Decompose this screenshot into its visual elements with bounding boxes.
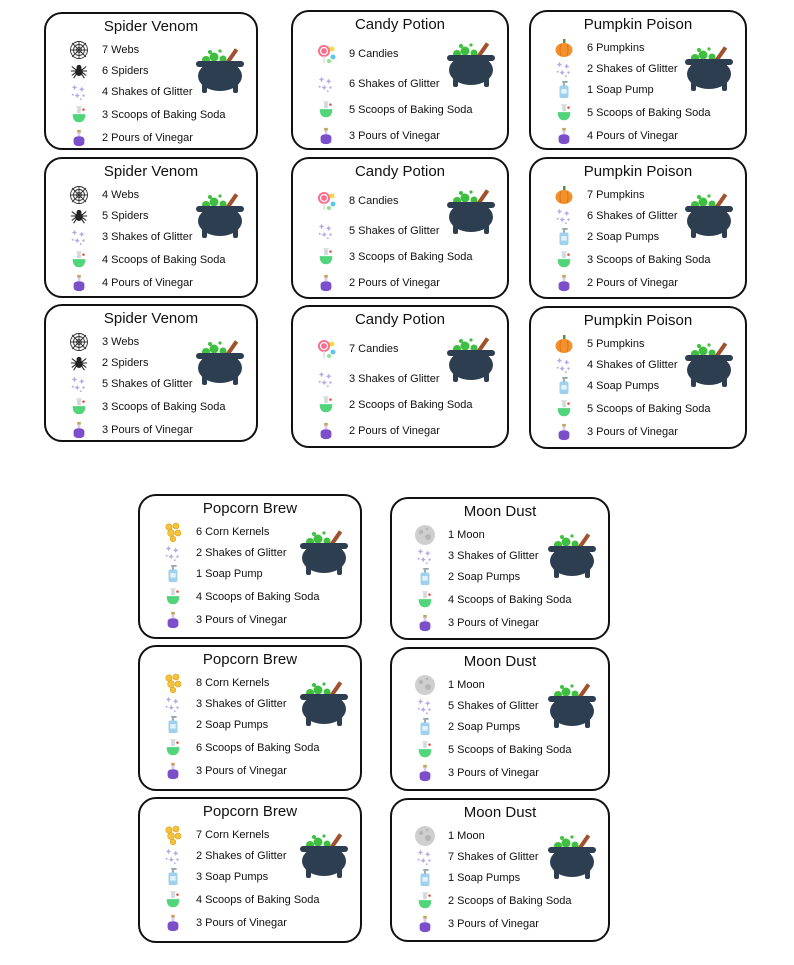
recipe-card-candy (291, 10, 509, 150)
corn-kernels-icon (162, 522, 184, 542)
glitter-icon (414, 546, 436, 566)
baking-soda-flask-icon (315, 395, 337, 415)
pumpkin-icon (553, 185, 575, 205)
ingredient-row (68, 397, 226, 417)
ingredient-label: 2 Shakes of Glitter (196, 850, 287, 862)
cauldron-icon (546, 533, 598, 579)
baking-soda-flask-icon (553, 250, 575, 270)
ingredient-label: 7 Pumpkins (587, 189, 645, 201)
ingredient-label: 3 Shakes of Glitter (196, 698, 287, 710)
ingredient-row (315, 221, 440, 241)
glitter-icon (162, 543, 184, 563)
ingredient-label: 3 Pours of Vinegar (587, 426, 678, 438)
ingredient-row (414, 826, 485, 846)
ingredient-row (315, 421, 440, 441)
ingredient-row (68, 206, 148, 226)
ingredient-row (315, 126, 440, 146)
ingredient-label: 3 Pours of Vinegar (102, 424, 193, 436)
glitter-icon (68, 82, 90, 102)
ingredient-label: 3 Soap Pumps (196, 871, 269, 883)
ingredient-label: 5 Scoops of Baking Soda (349, 104, 473, 116)
ingredient-row (315, 44, 399, 64)
ingredient-label: 3 Pours of Vinegar (448, 918, 539, 930)
ingredient-row (315, 273, 440, 293)
vinegar-potion-icon (414, 914, 436, 934)
spider-icon (68, 353, 90, 373)
recipe-card-spider (44, 304, 258, 442)
ingredient-label: 5 Shakes of Glitter (102, 378, 193, 390)
candy-icon (315, 44, 337, 64)
ingredient-row (68, 332, 139, 352)
glitter-icon (553, 59, 575, 79)
recipe-card-popcorn (138, 494, 362, 639)
ingredient-row (162, 564, 263, 584)
ingredient-row (315, 339, 399, 359)
cauldron-icon (194, 48, 246, 94)
ingredient-row (68, 40, 139, 60)
ingredient-label: 3 Scoops of Baking Soda (102, 109, 226, 121)
glitter-icon (68, 374, 90, 394)
ingredient-row (414, 763, 539, 783)
soap-pump-icon (414, 868, 436, 888)
ingredient-label: 8 Corn Kernels (196, 677, 270, 689)
ingredient-label: 4 Pours of Vinegar (587, 130, 678, 142)
baking-soda-flask-icon (68, 397, 90, 417)
ingredient-label: 2 Soap Pumps (196, 719, 269, 731)
glitter-icon (162, 846, 184, 866)
ingredient-label: 4 Shakes of Glitter (102, 86, 193, 98)
ingredient-row (162, 522, 269, 542)
ingredient-row (414, 868, 520, 888)
glitter-icon (553, 355, 575, 375)
ingredient-row (553, 355, 678, 375)
vinegar-potion-icon (162, 761, 184, 781)
ingredient-row (68, 128, 193, 148)
ingredient-label: 6 Spiders (102, 65, 149, 77)
recipe-card-popcorn (138, 797, 362, 943)
ingredient-label: 4 Shakes of Glitter (587, 359, 678, 371)
ingredient-label: 2 Scoops of Baking Soda (448, 895, 572, 907)
soap-pump-icon (162, 715, 184, 735)
ingredient-label: 3 Pours of Vinegar (196, 917, 287, 929)
baking-soda-flask-icon (162, 890, 184, 910)
ingredient-label: 1 Moon (448, 529, 485, 541)
ingredient-row (414, 847, 539, 867)
ingredient-label: 3 Pours of Vinegar (448, 617, 539, 629)
recipe-card-candy (291, 157, 509, 299)
glitter-icon (553, 206, 575, 226)
ingredient-row (553, 334, 644, 354)
vinegar-potion-icon (162, 913, 184, 933)
glitter-icon (315, 74, 337, 94)
baking-soda-flask-icon (553, 103, 575, 123)
baking-soda-flask-icon (162, 587, 184, 607)
baking-soda-flask-icon (414, 590, 436, 610)
ingredient-row (68, 61, 148, 81)
ingredient-row (68, 105, 226, 125)
ingredient-label: 2 Soap Pumps (448, 721, 521, 733)
soap-pump-icon (162, 867, 184, 887)
vinegar-potion-icon (68, 273, 90, 293)
ingredient-label: 5 Scoops of Baking Soda (587, 107, 711, 119)
ingredient-label: 3 Shakes of Glitter (349, 373, 440, 385)
recipe-card-moon (390, 647, 610, 791)
ingredient-row (162, 738, 320, 758)
recipe-card-candy (291, 305, 509, 448)
vinegar-potion-icon (553, 126, 575, 146)
recipe-card-spider (44, 157, 258, 298)
ingredient-label: 4 Scoops of Baking Soda (196, 591, 320, 603)
card-title: Moon Dust (463, 804, 537, 821)
recipe-card-popcorn (138, 645, 362, 791)
ingredient-label: 3 Scoops of Baking Soda (587, 254, 711, 266)
cauldron-icon (298, 530, 350, 576)
ingredient-row (553, 206, 678, 226)
ingredient-label: 7 Candies (349, 343, 399, 355)
ingredient-row (162, 715, 268, 735)
ingredient-row (162, 694, 287, 714)
ingredient-row (553, 185, 644, 205)
card-title: Spider Venom (103, 310, 199, 327)
ingredient-label: 3 Pours of Vinegar (196, 765, 287, 777)
ingredient-row (68, 227, 193, 247)
ingredient-row (553, 250, 711, 270)
ingredient-row (162, 610, 287, 630)
card-title: Candy Potion (354, 163, 446, 180)
cauldron-icon (683, 193, 735, 239)
recipe-card-moon (390, 798, 610, 942)
ingredient-label: 5 Pumpkins (587, 338, 645, 350)
ingredient-row (315, 247, 473, 267)
ingredient-label: 2 Pours of Vinegar (349, 277, 440, 289)
card-title: Popcorn Brew (202, 500, 298, 517)
ingredient-row (553, 422, 678, 442)
vinegar-potion-icon (414, 613, 436, 633)
ingredient-row (414, 613, 539, 633)
ingredient-label: 7 Shakes of Glitter (448, 851, 539, 863)
cauldron-icon (546, 683, 598, 729)
spider-web-icon (68, 185, 90, 205)
glitter-icon (68, 227, 90, 247)
recipe-card-spider (44, 12, 258, 150)
ingredient-label: 5 Spiders (102, 210, 149, 222)
spider-web-icon (68, 332, 90, 352)
ingredient-label: 6 Scoops of Baking Soda (196, 742, 320, 754)
ingredient-label: 4 Scoops of Baking Soda (196, 894, 320, 906)
soap-pump-icon (414, 717, 436, 737)
ingredient-row (315, 395, 473, 415)
cauldron-icon (298, 681, 350, 727)
ingredient-label: 8 Candies (349, 195, 399, 207)
ingredient-row (553, 80, 654, 100)
ingredient-label: 5 Scoops of Baking Soda (587, 403, 711, 415)
ingredient-row (553, 376, 659, 396)
baking-soda-flask-icon (315, 247, 337, 267)
ingredient-label: 3 Shakes of Glitter (102, 231, 193, 243)
baking-soda-flask-icon (553, 399, 575, 419)
card-title: Popcorn Brew (202, 651, 298, 668)
ingredient-row (162, 761, 287, 781)
ingredient-label: 9 Candies (349, 48, 399, 60)
corn-kernels-icon (162, 673, 184, 693)
baking-soda-flask-icon (162, 738, 184, 758)
corn-kernels-icon (162, 825, 184, 845)
ingredient-label: 4 Webs (102, 189, 140, 201)
ingredient-row (553, 126, 678, 146)
card-title: Candy Potion (354, 16, 446, 33)
moon-icon (414, 525, 436, 545)
ingredient-row (315, 74, 440, 94)
ingredient-label: 6 Shakes of Glitter (587, 210, 678, 222)
ingredient-row (414, 546, 539, 566)
ingredient-label: 1 Soap Pump (196, 568, 263, 580)
ingredient-label: 2 Soap Pumps (587, 231, 660, 243)
moon-icon (414, 675, 436, 695)
vinegar-potion-icon (315, 273, 337, 293)
ingredient-row (162, 673, 269, 693)
ingredient-row (68, 353, 148, 373)
ingredient-label: 1 Soap Pump (587, 84, 654, 96)
soap-pump-icon (553, 227, 575, 247)
card-title: Moon Dust (463, 503, 537, 520)
card-title: Moon Dust (463, 653, 537, 670)
ingredient-label: 2 Pours of Vinegar (349, 425, 440, 437)
ingredient-row (414, 590, 572, 610)
ingredient-row (68, 273, 193, 293)
ingredient-label: 5 Scoops of Baking Soda (448, 744, 572, 756)
baking-soda-flask-icon (414, 740, 436, 760)
ingredient-row (553, 38, 644, 58)
vinegar-potion-icon (315, 421, 337, 441)
glitter-icon (414, 696, 436, 716)
ingredient-label: 2 Soap Pumps (448, 571, 521, 583)
ingredient-label: 2 Shakes of Glitter (196, 547, 287, 559)
ingredient-row (68, 420, 193, 440)
baking-soda-flask-icon (315, 100, 337, 120)
ingredient-row (553, 103, 711, 123)
ingredient-row (68, 374, 193, 394)
ingredient-label: 2 Spiders (102, 357, 149, 369)
card-title: Pumpkin Poison (583, 16, 693, 33)
ingredient-label: 4 Scoops of Baking Soda (448, 594, 572, 606)
cauldron-icon (445, 337, 497, 383)
ingredient-row (315, 100, 473, 120)
recipe-card-pumpkin (529, 10, 747, 150)
vinegar-potion-icon (315, 126, 337, 146)
ingredient-row (414, 675, 485, 695)
ingredient-label: 1 Moon (448, 679, 485, 691)
ingredient-label: 6 Corn Kernels (196, 526, 270, 538)
glitter-icon (414, 847, 436, 867)
ingredient-row (553, 227, 659, 247)
ingredient-label: 2 Pours of Vinegar (587, 277, 678, 289)
ingredient-row (315, 369, 440, 389)
ingredient-label: 2 Shakes of Glitter (587, 63, 678, 75)
card-title: Pumpkin Poison (583, 163, 693, 180)
vinegar-potion-icon (414, 763, 436, 783)
vinegar-potion-icon (68, 128, 90, 148)
ingredient-label: 3 Pours of Vinegar (196, 614, 287, 626)
soap-pump-icon (414, 567, 436, 587)
ingredient-row (68, 185, 139, 205)
ingredient-row (162, 890, 320, 910)
ingredient-row (162, 543, 287, 563)
vinegar-potion-icon (162, 610, 184, 630)
glitter-icon (162, 694, 184, 714)
ingredient-label: 5 Shakes of Glitter (349, 225, 440, 237)
ingredient-row (315, 191, 399, 211)
vinegar-potion-icon (553, 422, 575, 442)
ingredient-row (162, 913, 287, 933)
ingredient-label: 1 Moon (448, 830, 485, 842)
ingredient-row (414, 696, 539, 716)
ingredient-label: 7 Webs (102, 44, 140, 56)
cauldron-icon (445, 42, 497, 88)
pumpkin-icon (553, 38, 575, 58)
cauldron-icon (194, 340, 246, 386)
soap-pump-icon (553, 376, 575, 396)
ingredient-row (68, 82, 193, 102)
ingredient-label: 4 Soap Pumps (587, 380, 660, 392)
spider-icon (68, 206, 90, 226)
ingredient-label: 3 Scoops of Baking Soda (349, 251, 473, 263)
cauldron-icon (683, 46, 735, 92)
ingredient-label: 1 Soap Pumps (448, 872, 521, 884)
card-title: Spider Venom (103, 18, 199, 35)
cauldron-icon (445, 189, 497, 235)
spider-icon (68, 61, 90, 81)
spider-web-icon (68, 40, 90, 60)
card-title: Popcorn Brew (202, 803, 298, 820)
cauldron-icon (298, 833, 350, 879)
vinegar-potion-icon (553, 273, 575, 293)
ingredient-label: 3 Pours of Vinegar (448, 767, 539, 779)
moon-icon (414, 826, 436, 846)
ingredient-row (553, 273, 678, 293)
ingredient-row (414, 891, 572, 911)
baking-soda-flask-icon (68, 250, 90, 270)
ingredient-row (68, 250, 226, 270)
ingredient-row (414, 525, 485, 545)
ingredient-row (162, 846, 287, 866)
soap-pump-icon (162, 564, 184, 584)
baking-soda-flask-icon (68, 105, 90, 125)
ingredient-row (162, 825, 269, 845)
soap-pump-icon (553, 80, 575, 100)
candy-icon (315, 191, 337, 211)
ingredient-label: 4 Scoops of Baking Soda (102, 254, 226, 266)
ingredient-row (553, 399, 711, 419)
cauldron-icon (546, 834, 598, 880)
cauldron-icon (194, 193, 246, 239)
ingredient-label: 5 Shakes of Glitter (448, 700, 539, 712)
pumpkin-icon (553, 334, 575, 354)
glitter-icon (315, 369, 337, 389)
vinegar-potion-icon (68, 420, 90, 440)
ingredient-row (414, 914, 539, 934)
ingredient-row (414, 567, 520, 587)
ingredient-label: 2 Scoops of Baking Soda (349, 399, 473, 411)
recipe-card-pumpkin (529, 157, 747, 299)
ingredient-label: 7 Corn Kernels (196, 829, 270, 841)
ingredient-label: 3 Scoops of Baking Soda (102, 401, 226, 413)
ingredient-row (553, 59, 678, 79)
ingredient-label: 6 Shakes of Glitter (349, 78, 440, 90)
ingredient-row (414, 717, 520, 737)
card-title: Candy Potion (354, 311, 446, 328)
cauldron-icon (683, 342, 735, 388)
recipe-card-moon (390, 497, 610, 640)
recipe-card-pumpkin (529, 306, 747, 449)
card-title: Pumpkin Poison (583, 312, 693, 329)
ingredient-label: 4 Pours of Vinegar (102, 277, 193, 289)
ingredient-label: 2 Pours of Vinegar (102, 132, 193, 144)
ingredient-row (162, 587, 320, 607)
ingredient-label: 6 Pumpkins (587, 42, 645, 54)
baking-soda-flask-icon (414, 891, 436, 911)
ingredient-label: 3 Webs (102, 336, 140, 348)
ingredient-label: 3 Pours of Vinegar (349, 130, 440, 142)
ingredient-label: 3 Shakes of Glitter (448, 550, 539, 562)
ingredient-row (162, 867, 268, 887)
ingredient-row (414, 740, 572, 760)
glitter-icon (315, 221, 337, 241)
card-title: Spider Venom (103, 163, 199, 180)
candy-icon (315, 339, 337, 359)
